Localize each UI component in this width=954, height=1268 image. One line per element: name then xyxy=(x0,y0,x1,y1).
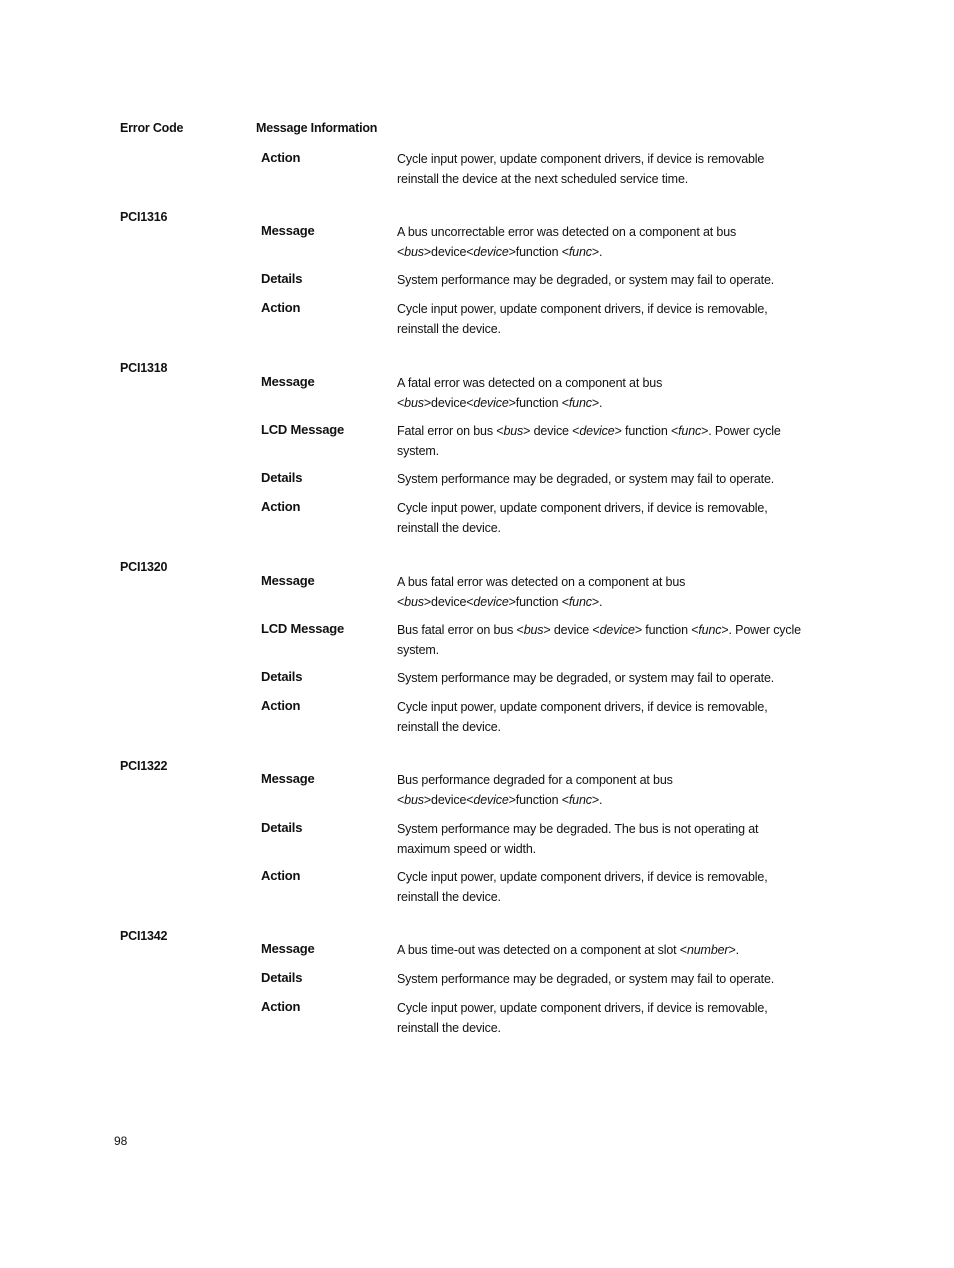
row-label: Details xyxy=(261,271,303,286)
row-label: Action xyxy=(261,499,301,514)
row-label: Details xyxy=(261,820,303,835)
row-label: Action xyxy=(261,999,301,1014)
page-number: 98 xyxy=(114,1134,128,1148)
row-value: System performance may be degraded, or system may fail to operate. xyxy=(397,972,775,986)
row-value: A bus uncorrectable error was detected on a component at bus <bus>device<device>function <func>. xyxy=(397,225,737,259)
row-label: Message xyxy=(261,771,315,786)
row-value: System performance may be degraded, or system may fail to operate. xyxy=(397,273,775,287)
row-label: Action xyxy=(261,698,301,713)
row-label: Action xyxy=(261,300,301,315)
row-value: Cycle input power, update component drivers, if device is removable, reinstall the device. xyxy=(397,870,768,904)
row-value: Cycle input power, update component drivers, if device is removable, reinstall the device. xyxy=(397,302,768,336)
row-label: Message xyxy=(261,223,315,238)
row-value: Bus performance degraded for a component at bus <bus>device<device>function <func>. xyxy=(397,773,673,807)
row-label: Message xyxy=(261,573,315,588)
error-code-pci1322: PCI1322 xyxy=(120,759,168,773)
row-value: Cycle input power, update component drivers, if device is removable, reinstall the device. xyxy=(397,1001,768,1035)
row-label: Message xyxy=(261,941,315,956)
error-code-pci1316: PCI1316 xyxy=(120,210,168,224)
row-value: A bus fatal error was detected on a component at bus <bus>device<device>function <func>. xyxy=(397,575,686,609)
row-label: Action xyxy=(261,150,301,165)
row-label: LCD Message xyxy=(261,621,345,636)
error-code-pci1320: PCI1320 xyxy=(120,560,168,574)
row-value: A bus time-out was detected on a component at slot <number>. xyxy=(397,943,739,957)
row-value: A fatal error was detected on a component at bus <bus>device<device>function <func>. xyxy=(397,376,663,410)
row-label: Details xyxy=(261,970,303,985)
column-header-error-code: Error Code xyxy=(120,121,184,135)
row-label: Action xyxy=(261,868,301,883)
row-value: Cycle input power, update component drivers, if device is removable, reinstall the device. xyxy=(397,501,768,535)
row-value: Cycle input power, update component drivers, if device is removable, reinstall the device. xyxy=(397,700,768,734)
row-value: System performance may be degraded, or system may fail to operate. xyxy=(397,671,775,685)
row-value: Fatal error on bus <bus> device <device> function <func>. Power cycle system. xyxy=(397,424,781,458)
error-code-pci1342: PCI1342 xyxy=(120,929,168,943)
row-value: Bus fatal error on bus <bus> device <device> function <func>. Power cycle system. xyxy=(397,623,801,657)
error-code-pci1318: PCI1318 xyxy=(120,361,168,375)
row-value: System performance may be degraded, or system may fail to operate. xyxy=(397,472,775,486)
row-label: Message xyxy=(261,374,315,389)
row-label: Details xyxy=(261,470,303,485)
row-value: System performance may be degraded. The bus is not operating at maximum speed or width. xyxy=(397,822,759,856)
row-value: Cycle input power, update component drivers, if device is removable reinstall the device at the next scheduled service time. xyxy=(397,152,765,186)
column-header-message-information: Message Information xyxy=(256,121,378,135)
row-label: LCD Message xyxy=(261,422,345,437)
row-label: Details xyxy=(261,669,303,684)
